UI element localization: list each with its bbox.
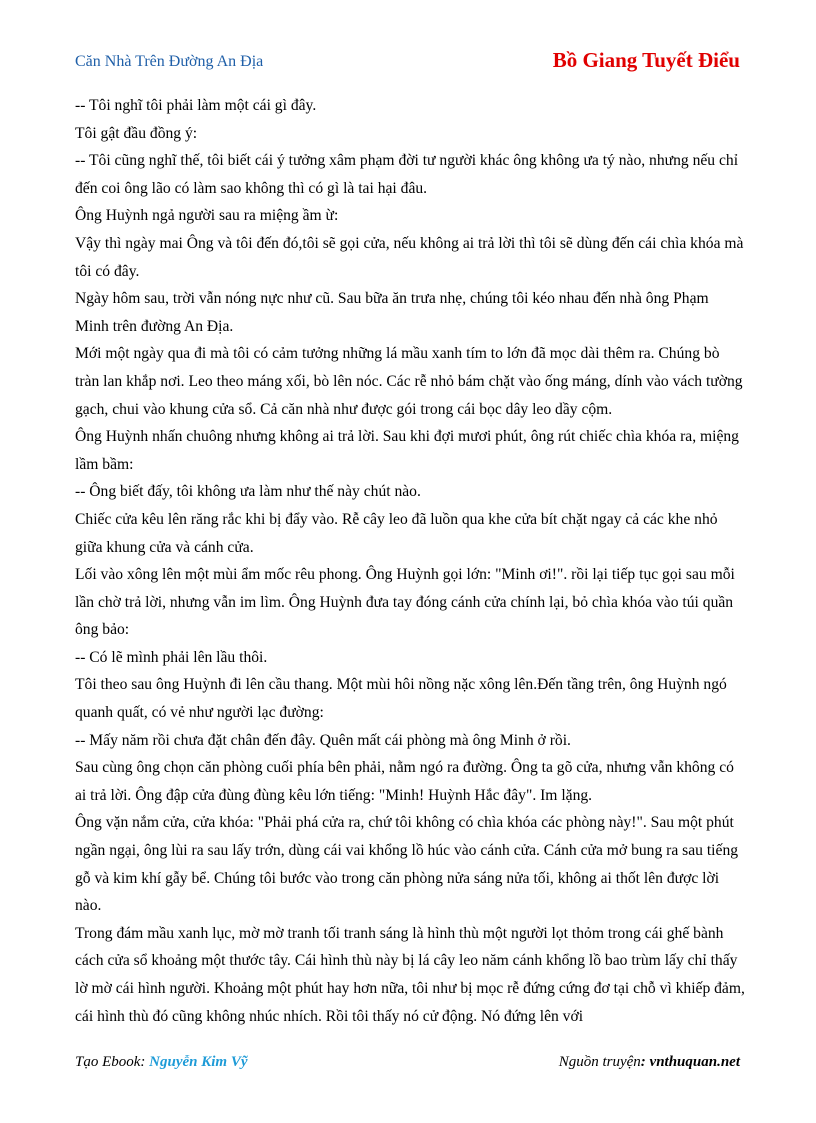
story-body (75, 92, 746, 1030)
paragraph: -- Mấy năm rồi chưa đặt chân đến đây. Quên mất cái phòng mà ông Minh ở rồi. (75, 731, 571, 749)
maker-label: Tạo Ebook (75, 1054, 141, 1070)
paragraph: Ông Huỳnh nhấn chuông nhưng không ai trả lời. Sau khi đợi mươi phút, ông rút chiếc chìa khóa ra, miệng lầm bầm: (75, 428, 739, 473)
source-label: Nguồn truyện (558, 1054, 641, 1070)
book-title: Căn Nhà Trên Đường An Địa (75, 53, 264, 70)
paragraph: -- Có lẽ mình phải lên lầu thôi. (75, 648, 268, 666)
paragraph: Sau cùng ông chọn căn phòng cuối phía bên phải, nằm ngó ra đường. Ông ta gõ cửa, nhưng vẫn không có ai trả lời. Ông đập cửa đùng đùng kêu lớn tiếng: "Minh! Huỳnh Hắc đây". Im lặng. (75, 759, 734, 804)
paragraph: Ông Huỳnh ngả người sau ra miệng ầm ừ: (75, 207, 339, 225)
maker-separator: : (140, 1054, 150, 1070)
paragraph: Chiếc cửa kêu lên răng rắc khi bị đẩy vào. Rễ cây leo đã luồn qua khe cửa bít chặt ngay cả các khe nhỏ giữa khung cửa và cánh cửa. (75, 510, 718, 556)
paragraph: Trong đám mầu xanh lục, mờ mờ tranh tối tranh sáng là hình thù một người lọt thỏm trong cái ghế bành cách cửa sổ khoảng một thước tây. Cái hình thù này bị lá cây leo năm cánh khổng lồ bao trùm lấy chỉ thấy lờ mờ cái hình người. Khoảng một phút hay hơn nữa, tôi như bị mọc rễ đứng cứng đơ tại chỗ vì khiếp đảm, cái hình thù đó cũng không nhúc nhích. Rồi tôi thấy nó cử động. Nó đứng lên với (75, 924, 745, 1025)
author-name: Bồ Giang Tuyết Điểu (552, 48, 740, 72)
paragraph: -- Tôi nghĩ tôi phải làm một cái gì đây. (75, 97, 317, 114)
source-credit (559, 1054, 740, 1071)
ebook-credit (75, 1054, 248, 1071)
page-footer (75, 1054, 740, 1078)
paragraph: Vậy thì ngày mai Ông và tôi đến đó,tôi sẽ gọi cửa, nếu không ai trả lời thì tôi sẽ dùng đến cái chìa khóa mà tôi có đây. (75, 234, 744, 280)
source-site: vnthuquan.net (649, 1054, 740, 1070)
paragraph: Tôi gật đầu đồng ý: (75, 124, 198, 142)
paragraph: Tôi theo sau ông Huỳnh đi lên cầu thang. Một mùi hôi nồng nặc xông lên.Đến tầng trên, ông Huỳnh ngó quanh quất, có vẻ như người lạc đường: (75, 676, 727, 722)
paragraph: Lối vào xông lên một mùi ẩm mốc rêu phong. Ông Huỳnh gọi lớn: "Minh ơi!". rồi lại tiếp tục gọi sau mỗi lần chờ trả lời, nhưng vẫn im lìm. Ông Huỳnh đưa tay đóng cánh cửa chính lại, bỏ chìa khóa vào túi quần ông bảo: (75, 566, 735, 639)
source-separator: : (640, 1054, 650, 1070)
maker-name: Nguyễn Kim Vỹ (149, 1054, 248, 1070)
paragraph: -- Ông biết đấy, tôi không ưa làm như thế này chút nào. (75, 483, 421, 501)
paragraph: Mới một ngày qua đi mà tôi có cảm tưởng những lá mầu xanh tím to lớn đã mọc dài thêm ra. Chúng bò tràn lan khắp nơi. Leo theo máng xối, bò lên nóc. Các rễ nhỏ bám chặt vào ống máng, dính vào vách tường gạch, chui vào khung cửa sổ. Cả căn nhà như được gói trong cái bọc dây leo dầy cộm. (75, 345, 743, 418)
page-header (75, 48, 740, 78)
paragraph: -- Tôi cũng nghĩ thế, tôi biết cái ý tưởng xâm phạm đời tư người khác ông không ưa tý nào, nhưng nếu chỉ đến coi ông lão có làm sao không thì có gì là tai hại đâu. (75, 152, 739, 197)
paragraph: Ngày hôm sau, trời vẫn nóng nực như cũ. Sau bữa ăn trưa nhẹ, chúng tôi kéo nhau đến nhà ông Phạm Minh trên đường An Địa. (75, 290, 709, 335)
paragraph: Ông vặn nắm cửa, cửa khóa: "Phải phá cửa ra, chứ tôi không có chìa khóa các phòng này!". Sau một phút ngần ngại, ông lùi ra sau lấy trớn, dùng cái vai khổng lồ húc vào cánh cửa. Cánh cửa mở bung ra sau tiếng gỗ và kim khí gẫy bể. Chúng tôi bước vào trong căn phòng nửa sáng nửa tối, không ai thốt lên được lời nào. (75, 814, 739, 915)
